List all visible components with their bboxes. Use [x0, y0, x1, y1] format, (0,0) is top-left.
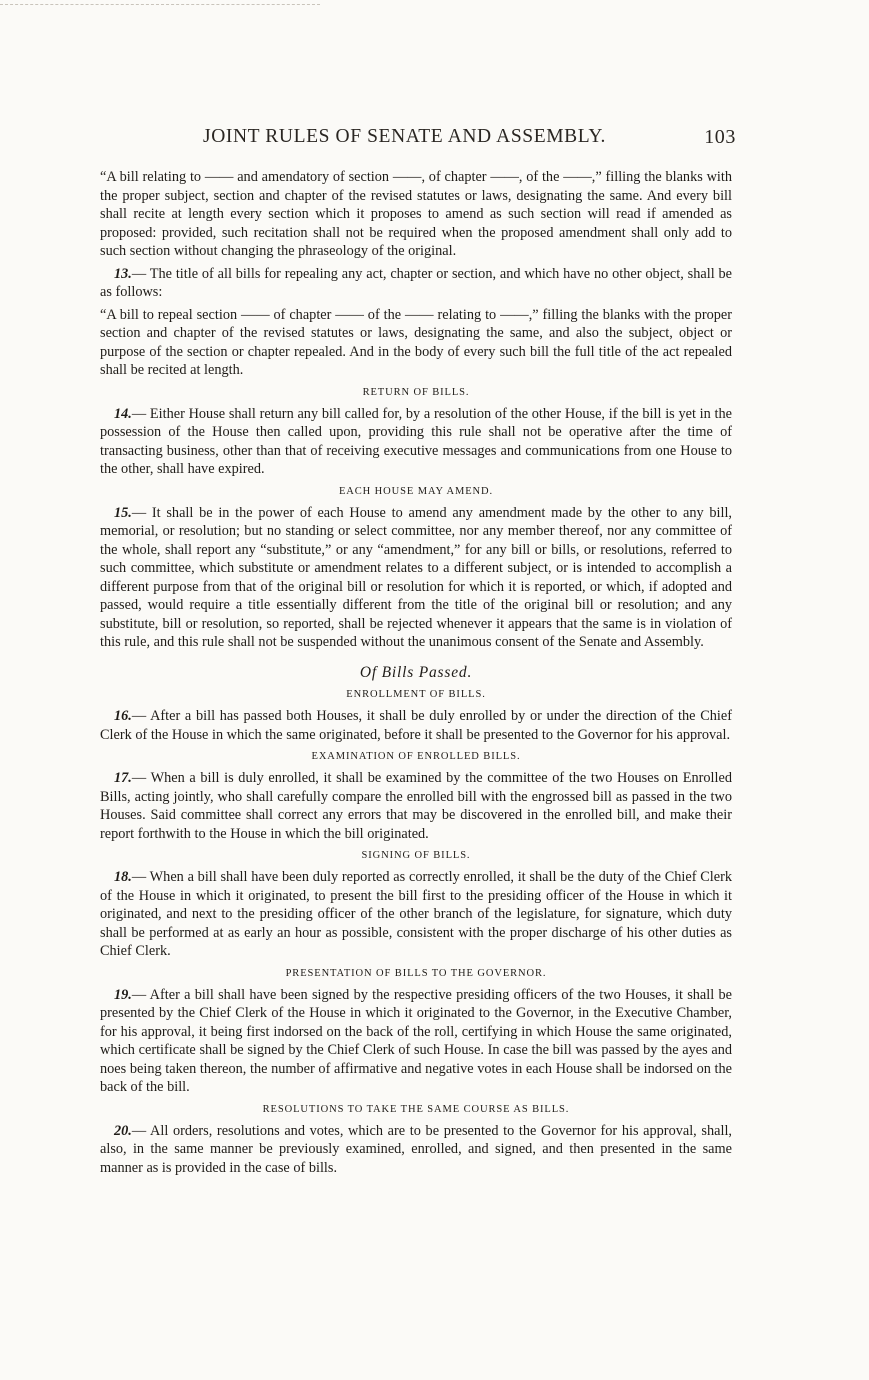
- section-heading: EACH HOUSE MAY AMEND.: [338, 485, 494, 497]
- section-heading: RESOLUTIONS TO TAKE THE SAME COURSE AS BILLS.: [262, 1103, 570, 1115]
- rule-number: 16.: [114, 708, 132, 724]
- rule-13: 13.— The title of all bills for repealing any act, chapter or section, and which have no other object, shall be as follows:: [100, 265, 732, 300]
- rule-number: 19.: [114, 986, 132, 1003]
- section-heading: RETURN OF BILLS.: [362, 386, 470, 398]
- section-heading: ENROLLMENT OF BILLS.: [346, 689, 486, 700]
- rule-number: 15.: [114, 504, 132, 521]
- bill-title-form-repeal: “A bill to repeal section —— of chapter —— of the —— relating to ——,” filling the blanks with the proper section and chapter of the revised statutes or laws, designating the same, and also the subject, object or purpose of the section or chapter repealed. And in the body of every such bill the full title of the act repealed shall be recited at length.: [100, 306, 732, 378]
- rule-18: 18.— When a bill shall have been duly reported as correctly enrolled, it shall be the duty of the Chief Clerk of the House in which it originated, to present the bill first to the presiding officer of the House in which it originated, and next to the presiding officer of the other branch of the legislature, for signature, which duty shall be performed at as early an hour as possible, consistent with the proper discharge of his other duties as Chief Clerk.: [100, 869, 732, 959]
- rule-20: 20.— All orders, resolutions and votes, which are to be presented to the Governor for his approval, shall, also, in the same manner be previously examined, enrolled, and signed, and then presented in the same manner as is provided in the case of bills.: [100, 1122, 732, 1176]
- running-header: [100, 124, 736, 154]
- rule-number: 18.: [114, 869, 132, 885]
- rule-17: 17.— When a bill is duly enrolled, it shall be examined by the committee of the two Houses on Enrolled Bills, acting jointly, who shall carefully compare the enrolled bill with the engrossed bill as passed in the two Houses. Said committee shall correct any errors that may be discovered in the enrolled bill, and make their report forthwith to the House in which the bill originated.: [100, 770, 732, 842]
- rule-number: 14.: [114, 405, 132, 422]
- document-page: [100, 124, 736, 1181]
- rule-16: 16.— After a bill has passed both Houses, it shall be duly enrolled by or under the direction of the Chief Clerk of the House in which the same originated, before it shall be presented to the Governor for his approval.: [100, 708, 732, 743]
- page-body: [100, 168, 732, 1177]
- part-subtitle: Of Bills Passed.: [359, 663, 473, 681]
- section-heading: SIGNING OF BILLS.: [361, 850, 471, 861]
- rule-19: 19.— After a bill shall have been signed by the respective presiding officers of the two Houses, it shall be presented by the Chief Clerk of the House in which it originated to the Governor, in the Executive Chamber, for his approval, it being first indorsed on the back of the roll, certifying in which House the same originated, which certificate shall be signed by the Chief Clerk of such House. In case the bill was passed by the ayes and noes being taken thereon, the number of affirmative and negative votes in each House shall be indorsed on the back of the bill.: [100, 986, 732, 1095]
- rule-number: 20.: [114, 1122, 132, 1139]
- page-number: 103: [704, 126, 736, 148]
- section-heading: EXAMINATION OF ENROLLED BILLS.: [311, 751, 521, 762]
- rule-14: 14.— Either House shall return any bill called for, by a resolution of the other House, if the bill is yet in the possession of the House then called upon, providing this rule shall not be operative after the time of transacting business, other than that of receiving executive messages and communications from one House to the other, shall have expired.: [100, 405, 732, 477]
- rule-15: 15.— It shall be in the power of each House to amend any amendment made by the other to any bill, memorial, or resolution; but no standing or select committee, nor any member thereof, nor any committee of the whole, shall report any “substitute,” or any “amendment,” for any bill or bills, or resolutions, referred to such committee, which substitute or amendment relates to a different subject, or is intended to accomplish a different purpose from that of the original bill or resolution for which it is reported, or which, if adopted and passed, would require a title essentially different from the title of the original bill or resolution; and any substitute, bill or resolution, so reported, shall be rejected whenever it appears that the same is in violation of this rule, and this rule shall not be suspended without the unanimous consent of the Senate and Assembly.: [100, 504, 732, 650]
- bill-title-form-amend: “A bill relating to —— and amendatory of section ——, of chapter ——, of the ——,” filling the blanks with the proper subject, section and chapter of the revised statutes or laws, designating the same. And every bill shall recite at length every section which it proposes to amend as such section will read if amended as proposed: provided, such recitation shall not be required when the proposed amendment shall only add to such section without changing the phraseology of the original.: [100, 169, 732, 259]
- rule-number: 13.: [114, 265, 132, 282]
- running-title: JOINT RULES OF SENATE AND ASSEMBLY.: [203, 126, 606, 147]
- rule-number: 17.: [114, 770, 132, 786]
- scan-edge-mark: [0, 4, 320, 6]
- section-heading: PRESENTATION OF BILLS TO THE GOVERNOR.: [285, 967, 547, 979]
